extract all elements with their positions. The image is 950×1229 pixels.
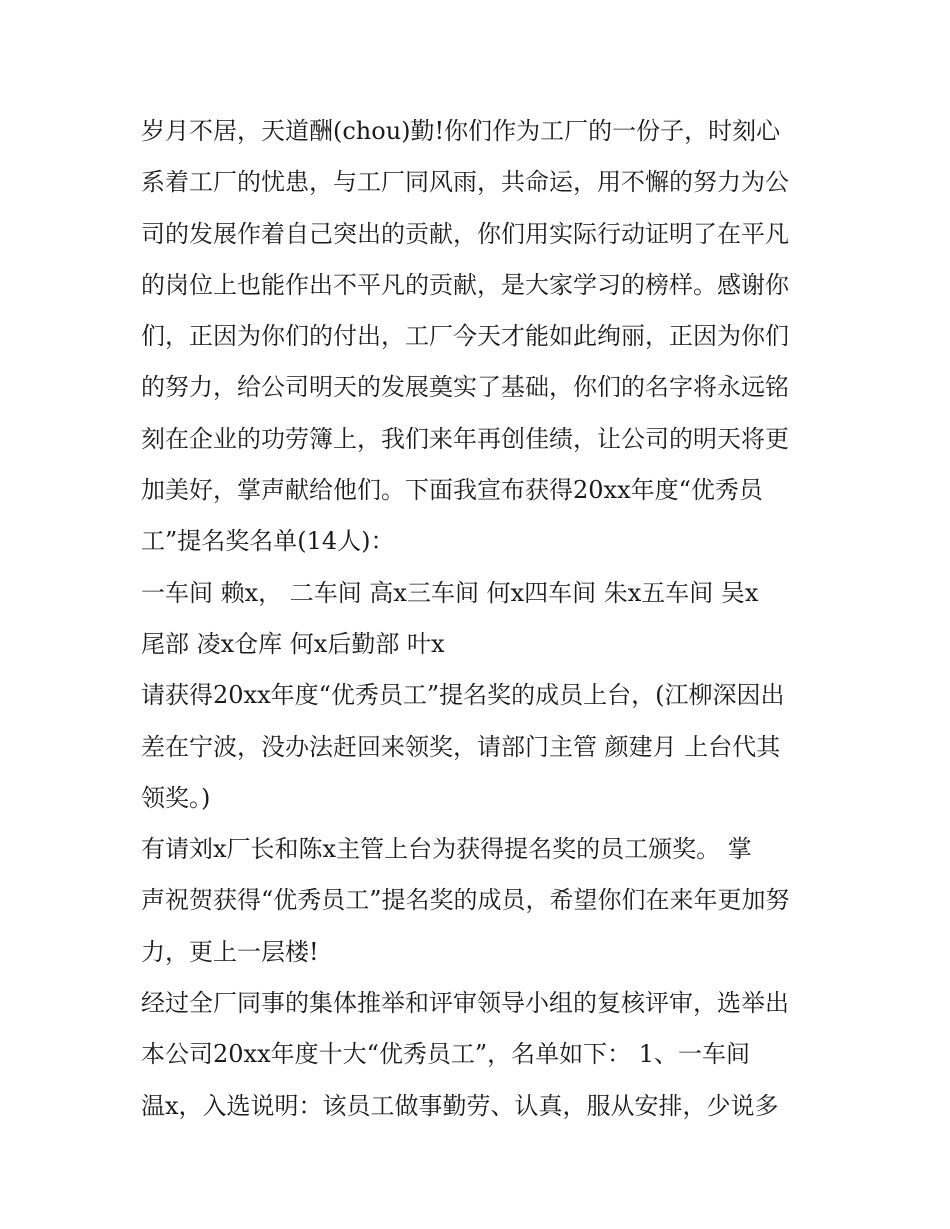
text-line: 们，正因为你们的付出，工厂今天才能如此绚丽，正因为你们 <box>141 322 789 351</box>
text-line: 的岗位上也能作出不平凡的贡献，是大家学习的榜样。感谢你 <box>141 270 789 299</box>
text-line: 力，更上一层楼! <box>141 937 319 966</box>
text-line: 本公司20xx年度十大“优秀员工”，名单如下： 1、一车间 <box>141 1040 751 1069</box>
text-line: 岁月不居，天道酬(chou)勤!你们作为工厂的一份子，时刻心 <box>141 117 781 145</box>
text-line: 请获得20xx年度“优秀员工”提名奖的成员上台，(江柳深因出 <box>141 681 785 710</box>
text-line: 声祝贺获得“优秀员工”提名奖的成员，希望你们在来年更加努 <box>141 886 790 915</box>
text-line: 的努力，给公司明天的发展奠实了基础，你们的名字将永远铭 <box>141 373 789 402</box>
text-line: 温x，入选说明：该员工做事勤劳、认真，服从安排，少说多 <box>141 1091 779 1120</box>
text-line: 司的发展作着自己突出的贡献，你们用实际行动证明了在平凡 <box>141 219 789 248</box>
document-body <box>141 106 821 1132</box>
text-line: 一车间 赖x， 二车间 高x三车间 何x四车间 朱x五车间 吴x <box>141 578 759 607</box>
text-line: 尾部 凌x仓库 何x后勤部 叶x <box>141 629 445 658</box>
text-line: 工”提名奖名单(14人)： <box>141 527 395 556</box>
text-line: 有请刘x厂长和陈x主管上台为获得提名奖的员工颁奖。 掌 <box>141 835 752 864</box>
text-line: 领奖。) <box>141 783 211 812</box>
text-line: 加美好，掌声献给他们。下面我宣布获得20xx年度“优秀员 <box>141 476 763 505</box>
text-line: 经过全厂同事的集体推举和评审领导小组的复核评审，选举出 <box>141 989 789 1018</box>
text-line: 系着工厂的忧患，与工厂同风雨，共命运，用不懈的努力为公 <box>141 168 789 197</box>
text-line: 刻在企业的功劳簿上，我们来年再创佳绩，让公司的明天将更 <box>141 424 789 453</box>
text-line: 差在宁波，没办法赶回来领奖，请部门主管 颜建月 上台代其 <box>141 732 781 761</box>
